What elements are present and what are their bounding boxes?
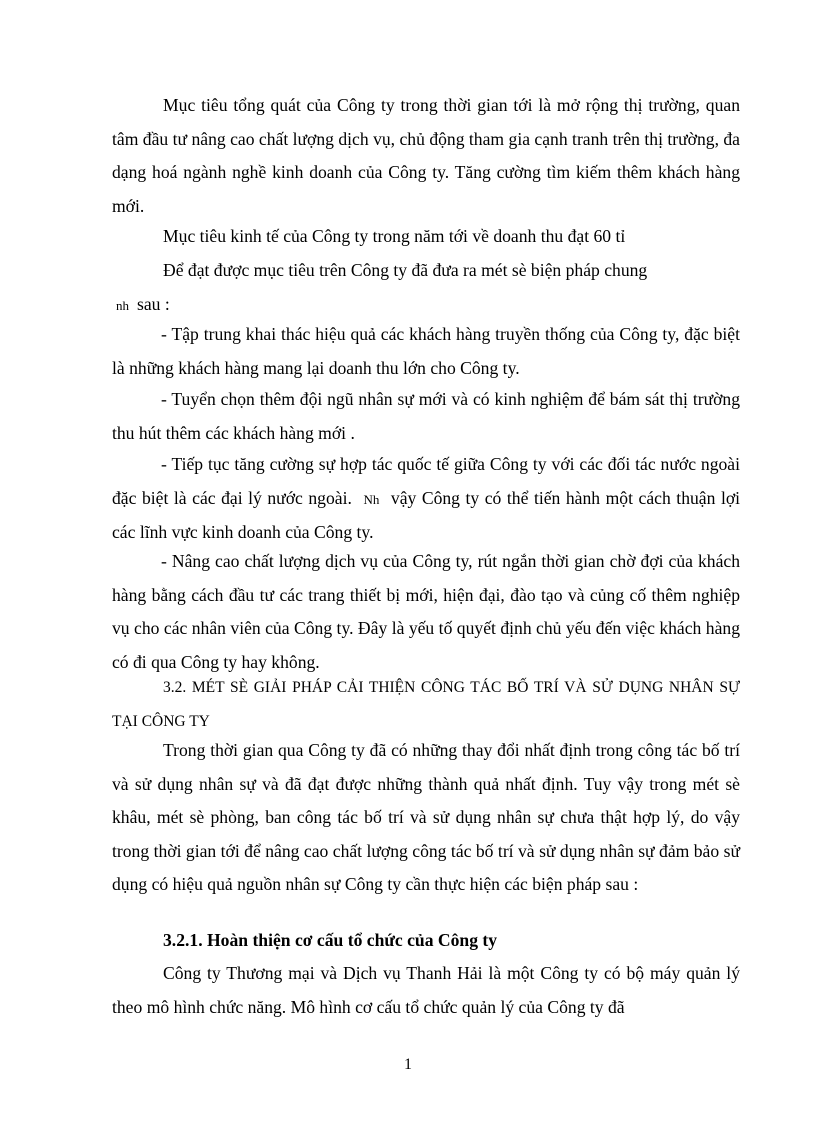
bullet-recruit-staff: - Tuyển chọn thêm đội ngũ nhân sự mới và có kinh nghiệm để bám sát thị trường thu hút thêm các khách hàng mới . [112, 389, 740, 443]
page-number: 1 [404, 1056, 412, 1073]
nh-fragment: nh [116, 298, 129, 313]
paragraph-general-goal: Mục tiêu tổng quát của Công ty trong thời gian tới là mở rộng thị trường, quan tâm đầu tư nâng cao chất lượng dịch vụ, chủ động tham gia cạnh tranh trên thị trường, đa dạng hoá ngành nghề kinh doanh của Công ty. Tăng cường tìm kiếm thêm khách hàng mới. [112, 95, 740, 216]
subsection-heading-3-2-1: 3.2.1. Hoàn thiện cơ cấu tổ chức của Công ty [163, 930, 498, 950]
bullet-traditional-customers: - Tập trung khai thác hiệu quả các khách hàng truyền thống của Công ty, đặc biệt là những khách hàng mang lại doanh thu lớn cho Công ty. [112, 324, 740, 378]
bullet-international-cooperation [112, 448, 740, 550]
paragraph-staff-arrangement: Trong thời gian qua Công ty đã có những thay đổi nhất định trong công tác bố trí và sử dụng nhân sự và đã đạt được những thành quả nhất định. Tuy vậy trong mét sè khâu, mét sè phòng, ban công tác bố trí và sử dụng nhân sự chưa thật hợp lý, do vậy trong thời gian tới để nâng cao chất lượng công tác bố trí và sử dụng nhân sự đảm bảo sử dụng có hiệu quả nguồn nhân sự Công ty cần thực hiện các biện pháp sau : [112, 740, 740, 895]
section-heading-3-2: 3.2. MÉT SÈ GIẢI PHÁP CẢI THIỆN CÔNG TÁC BỐ TRÍ VÀ SỬ DỤNG NHÂN SỰ TẠI CÔNG TY [112, 679, 740, 730]
paragraph-company-structure: Công ty Thương mại và Dịch vụ Thanh Hải là một Công ty có bộ máy quản lý theo mô hình chức năng. Mô hình cơ cấu tổ chức quản lý của Công ty đã [112, 963, 740, 1017]
paragraph-economic-goal: Mục tiêu kinh tế của Công ty trong năm tới về doanh thu đạt 60 tỉ [163, 226, 626, 246]
sau-text: sau : [137, 294, 170, 314]
nh-fragment-2: Nh [363, 491, 380, 507]
bullet-service-quality: - Nâng cao chất lượng dịch vụ của Công ty, rút ngắn thời gian chờ đợi của khách hàng bằng cách đầu tư các trang thiết bị mới, hiện đại, đào tạo và củng cố thêm nghiệp vụ cho các nhân viên của Công ty. Đây là yếu tố quyết định chủ yếu đến việc khách hàng có đi qua Công ty hay không. [112, 551, 740, 672]
bullet-3-part-b: vậy Công ty có thể tiến hành một cách thuận lợi các lĩnh vực kinh doanh của Công ty. [112, 487, 741, 543]
bullet-3-part-a: - Tiếp tục tăng cường sự hợp tác quốc tế giữa Công ty với các đối tác nước ngoài đặc biệt là các đại lý nước ngoài. [112, 454, 740, 508]
paragraph-measures-intro: Để đạt được mục tiêu trên Công ty đã đưa ra mét sè biện pháp chung [163, 260, 648, 280]
